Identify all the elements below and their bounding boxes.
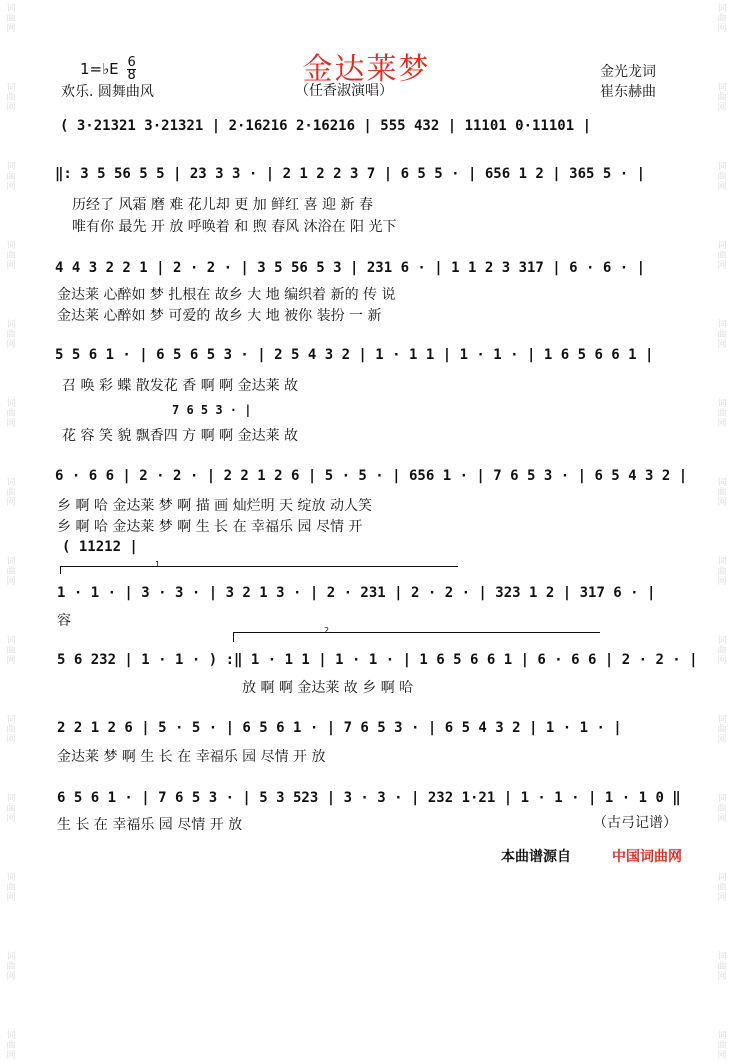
composer-credit: 崔东赫曲 bbox=[600, 84, 656, 100]
watermark-glyph: 网 bbox=[6, 577, 16, 587]
watermark-glyph-group bbox=[717, 4, 726, 34]
watermark-glyph: 词 bbox=[717, 794, 727, 804]
watermark-glyph: 词 bbox=[717, 241, 727, 251]
watermark-glyph: 网 bbox=[717, 419, 727, 429]
watermark-glyph: 网 bbox=[6, 498, 16, 508]
watermark-glyph: 曲 bbox=[6, 646, 16, 656]
watermark-glyph: 曲 bbox=[717, 567, 727, 577]
watermark-glyph: 词 bbox=[717, 715, 727, 725]
watermark-glyph: 网 bbox=[6, 972, 16, 982]
source-site-link[interactable]: 中国词曲网 bbox=[612, 849, 682, 865]
watermark-glyph-group bbox=[6, 794, 15, 824]
lyric-row-4-verse-2: 花 容 笑 貌 飘香四 方 啊 啊 金达莱 故 bbox=[62, 428, 299, 444]
lyric-row-5-verse-2: 乡 啊 哈 金达莱 梦 啊 生 长 在 幸福乐 园 尽情 开 bbox=[57, 519, 363, 535]
notation-row-3: 4 4 3 2 2 1 | 2 · 2 · | 3 5 56 5 3 | 231 6 · | 1 1 2 3 317 | 6 · 6 · | bbox=[55, 260, 646, 276]
source-label: 本曲谱源自 bbox=[501, 849, 571, 865]
lyric-row-4-verse-1: 召 唤 彩 蝶 散发花 香 啊 啊 金达莱 故 bbox=[62, 378, 299, 394]
notation-row-8: 2 2 1 2 6 | 5 · 5 · | 6 5 6 1 · | 7 6 5 3 · | 6 5 4 3 2 | 1 · 1 · | bbox=[57, 720, 622, 736]
watermark-glyph: 词 bbox=[6, 399, 16, 409]
watermark-glyph: 词 bbox=[717, 478, 727, 488]
watermark-glyph: 网 bbox=[717, 261, 727, 271]
watermark-glyph: 曲 bbox=[717, 14, 727, 24]
watermark-strip-left bbox=[0, 0, 22, 1061]
watermark-glyph-group bbox=[717, 794, 726, 824]
watermark-glyph: 词 bbox=[6, 241, 16, 251]
watermark-glyph: 网 bbox=[717, 814, 727, 824]
watermark-glyph-group bbox=[6, 399, 15, 429]
watermark-glyph: 网 bbox=[717, 972, 727, 982]
watermark-glyph-group bbox=[6, 873, 15, 903]
watermark-glyph: 曲 bbox=[717, 488, 727, 498]
lyric-row-9: 生 长 在 幸福乐 园 尽情 开 放 bbox=[57, 817, 243, 833]
watermark-glyph: 曲 bbox=[717, 1041, 727, 1051]
watermark-glyph-group bbox=[6, 952, 15, 982]
lyric-row-8: 金达莱 梦 啊 生 长 在 幸福乐 园 尽情 开 放 bbox=[57, 749, 326, 765]
watermark-glyph: 词 bbox=[6, 83, 16, 93]
watermark-glyph: 网 bbox=[717, 656, 727, 666]
volta-1-number: 1 bbox=[155, 560, 161, 569]
watermark-glyph: 曲 bbox=[6, 93, 16, 103]
watermark-glyph: 网 bbox=[717, 893, 727, 903]
lyric-row-3-verse-2: 金达莱 心醉如 梦 可爱的 故乡 大 地 被你 装扮 一 新 bbox=[57, 308, 382, 324]
watermark-glyph: 曲 bbox=[717, 883, 727, 893]
notation-row-2: ‖: 3 5 56 5 5 | 23 3 3 · | 2 1 2 2 3 7 | 6 5 5 · | 656 1 2 | 365 5 · | bbox=[55, 166, 646, 182]
notation-row-5: 6 · 6 6 | 2 · 2 · | 2 2 1 2 6 | 5 · 5 · | 656 1 · | 7 6 5 3 · | 6 5 4 3 2 | bbox=[55, 468, 688, 484]
watermark-glyph: 曲 bbox=[6, 409, 16, 419]
notation-row-intro: ( 3·21321 3·21321 | 2·16216 2·16216 | 555 432 | 11101 0·11101 | bbox=[60, 118, 592, 134]
watermark-glyph: 曲 bbox=[6, 962, 16, 972]
lyric-row-6: 容 bbox=[57, 613, 71, 629]
watermark-glyph-group bbox=[717, 715, 726, 745]
watermark-glyph-group bbox=[6, 636, 15, 666]
watermark-glyph-group bbox=[717, 873, 726, 903]
transcriber-credit: （古弓记谱） bbox=[593, 815, 677, 831]
volta-1-bracket bbox=[60, 566, 458, 567]
watermark-glyph: 词 bbox=[6, 557, 16, 567]
watermark-glyph: 曲 bbox=[6, 725, 16, 735]
watermark-glyph: 曲 bbox=[717, 409, 727, 419]
watermark-glyph: 词 bbox=[6, 952, 16, 962]
watermark-glyph: 曲 bbox=[717, 646, 727, 656]
watermark-glyph: 网 bbox=[717, 340, 727, 350]
watermark-glyph: 词 bbox=[717, 4, 727, 14]
volta-1-start bbox=[60, 566, 61, 574]
notation-row-6: 1 · 1 · | 3 · 3 · | 3 2 1 3 · | 2 · 231 | 2 · 2 · | 323 1 2 | 317 6 · | bbox=[57, 585, 656, 601]
watermark-glyph: 网 bbox=[6, 419, 16, 429]
watermark-glyph: 网 bbox=[6, 261, 16, 271]
watermark-glyph-group bbox=[6, 4, 15, 34]
watermark-glyph: 词 bbox=[6, 320, 16, 330]
lyric-row-5-verse-1: 乡 啊 哈 金达莱 梦 啊 描 画 灿烂明 天 绽放 动人笑 bbox=[57, 498, 372, 514]
watermark-glyph: 词 bbox=[6, 4, 16, 14]
song-title: 金达莱梦 bbox=[302, 52, 431, 87]
watermark-glyph: 网 bbox=[717, 103, 727, 113]
time-denominator: 8 bbox=[127, 68, 136, 83]
key-label: 1=♭E bbox=[80, 60, 119, 78]
watermark-glyph-group bbox=[6, 478, 15, 508]
watermark-glyph: 曲 bbox=[717, 172, 727, 182]
watermark-glyph: 曲 bbox=[6, 251, 16, 261]
notation-row-4: 5 5 6 1 · | 6 5 6 5 3 · | 2 5 4 3 2 | 1 · 1 1 | 1 · 1 · | 1 6 5 6 6 1 | bbox=[55, 347, 654, 363]
volta-2-bracket bbox=[233, 632, 600, 633]
watermark-glyph-group bbox=[717, 952, 726, 982]
watermark-glyph: 词 bbox=[717, 636, 727, 646]
watermark-glyph: 曲 bbox=[717, 725, 727, 735]
watermark-glyph: 词 bbox=[6, 715, 16, 725]
watermark-glyph: 网 bbox=[6, 735, 16, 745]
lyricist-credit: 金光龙词 bbox=[600, 64, 656, 80]
watermark-glyph: 曲 bbox=[6, 1041, 16, 1051]
watermark-glyph: 网 bbox=[6, 893, 16, 903]
watermark-glyph: 曲 bbox=[717, 962, 727, 972]
watermark-glyph-group bbox=[717, 1031, 726, 1061]
watermark-glyph-group bbox=[6, 162, 15, 192]
watermark-glyph: 曲 bbox=[717, 804, 727, 814]
watermark-glyph-group bbox=[717, 478, 726, 508]
watermark-glyph: 网 bbox=[717, 735, 727, 745]
watermark-glyph-group bbox=[717, 320, 726, 350]
watermark-glyph: 词 bbox=[717, 162, 727, 172]
watermark-glyph: 词 bbox=[6, 873, 16, 883]
watermark-glyph-group bbox=[6, 1031, 15, 1061]
watermark-glyph: 曲 bbox=[6, 172, 16, 182]
watermark-glyph: 词 bbox=[717, 557, 727, 567]
watermark-glyph: 网 bbox=[6, 814, 16, 824]
watermark-glyph: 词 bbox=[717, 399, 727, 409]
watermark-glyph: 网 bbox=[6, 340, 16, 350]
watermark-glyph: 词 bbox=[6, 1031, 16, 1041]
watermark-glyph: 网 bbox=[6, 1051, 16, 1061]
watermark-glyph: 词 bbox=[717, 952, 727, 962]
watermark-glyph: 曲 bbox=[6, 14, 16, 24]
watermark-glyph: 词 bbox=[717, 873, 727, 883]
lyric-row-2-verse-1: 历经了 风霜 磨 难 花儿却 更 加 鲜红 喜 迎 新 春 bbox=[72, 197, 373, 213]
watermark-glyph: 网 bbox=[717, 1051, 727, 1061]
watermark-glyph-group bbox=[717, 636, 726, 666]
volta-2-start bbox=[233, 632, 234, 642]
watermark-glyph: 网 bbox=[717, 498, 727, 508]
watermark-glyph-group bbox=[717, 399, 726, 429]
watermark-glyph: 词 bbox=[6, 636, 16, 646]
lyric-row-2-verse-2: 唯有你 最先 开 放 呼唤着 和 煦 春风 沐浴在 阳 光下 bbox=[72, 219, 397, 235]
watermark-glyph: 词 bbox=[6, 478, 16, 488]
lyric-row-7: 放 啊 啊 金达莱 故 乡 啊 哈 bbox=[242, 680, 414, 696]
watermark-glyph: 曲 bbox=[6, 567, 16, 577]
performer-subtitle: （任香淑演唱） bbox=[295, 83, 393, 99]
watermark-glyph: 网 bbox=[6, 103, 16, 113]
watermark-glyph: 曲 bbox=[6, 488, 16, 498]
volta-2-number: 2 bbox=[324, 626, 330, 635]
watermark-glyph: 网 bbox=[6, 182, 16, 192]
watermark-glyph: 词 bbox=[6, 162, 16, 172]
watermark-glyph: 曲 bbox=[6, 883, 16, 893]
watermark-strip-right bbox=[711, 0, 733, 1061]
watermark-glyph: 词 bbox=[717, 1031, 727, 1041]
watermark-glyph-group bbox=[717, 162, 726, 192]
notation-row-4-alt: 7 6 5 3 · | bbox=[172, 403, 252, 417]
watermark-glyph: 词 bbox=[717, 320, 727, 330]
watermark-glyph: 词 bbox=[6, 794, 16, 804]
notation-row-9: 6 5 6 1 · | 7 6 5 3 · | 5 3 523 | 3 · 3 · | 232 1·21 | 1 · 1 · | 1 · 1 0 ‖ bbox=[57, 790, 681, 806]
notation-row-7: 5 6 232 | 1 · 1 · ) :‖ 1 · 1 1 | 1 · 1 · | 1 6 5 6 6 1 | 6 · 6 6 | 2 · 2 · | bbox=[57, 652, 698, 668]
watermark-glyph: 曲 bbox=[6, 330, 16, 340]
pickup-phrase: ( 11212 | bbox=[62, 539, 138, 555]
watermark-glyph: 曲 bbox=[717, 330, 727, 340]
lyric-row-3-verse-1: 金达莱 心醉如 梦 扎根在 故乡 大 地 编织着 新的 传 说 bbox=[57, 287, 396, 303]
watermark-glyph: 网 bbox=[717, 577, 727, 587]
watermark-glyph-group bbox=[6, 557, 15, 587]
watermark-glyph-group bbox=[6, 715, 15, 745]
watermark-glyph: 曲 bbox=[6, 804, 16, 814]
watermark-glyph: 网 bbox=[717, 24, 727, 34]
watermark-glyph: 网 bbox=[6, 24, 16, 34]
watermark-glyph-group bbox=[6, 320, 15, 350]
watermark-glyph: 曲 bbox=[717, 93, 727, 103]
watermark-glyph: 词 bbox=[717, 83, 727, 93]
watermark-glyph-group bbox=[717, 241, 726, 271]
watermark-glyph-group bbox=[6, 241, 15, 271]
time-numerator: 6 bbox=[127, 55, 136, 70]
watermark-glyph: 网 bbox=[717, 182, 727, 192]
watermark-glyph-group bbox=[717, 557, 726, 587]
watermark-glyph: 曲 bbox=[717, 251, 727, 261]
style-label: 欢乐. 圆舞曲风 bbox=[61, 84, 154, 100]
watermark-glyph: 网 bbox=[6, 656, 16, 666]
